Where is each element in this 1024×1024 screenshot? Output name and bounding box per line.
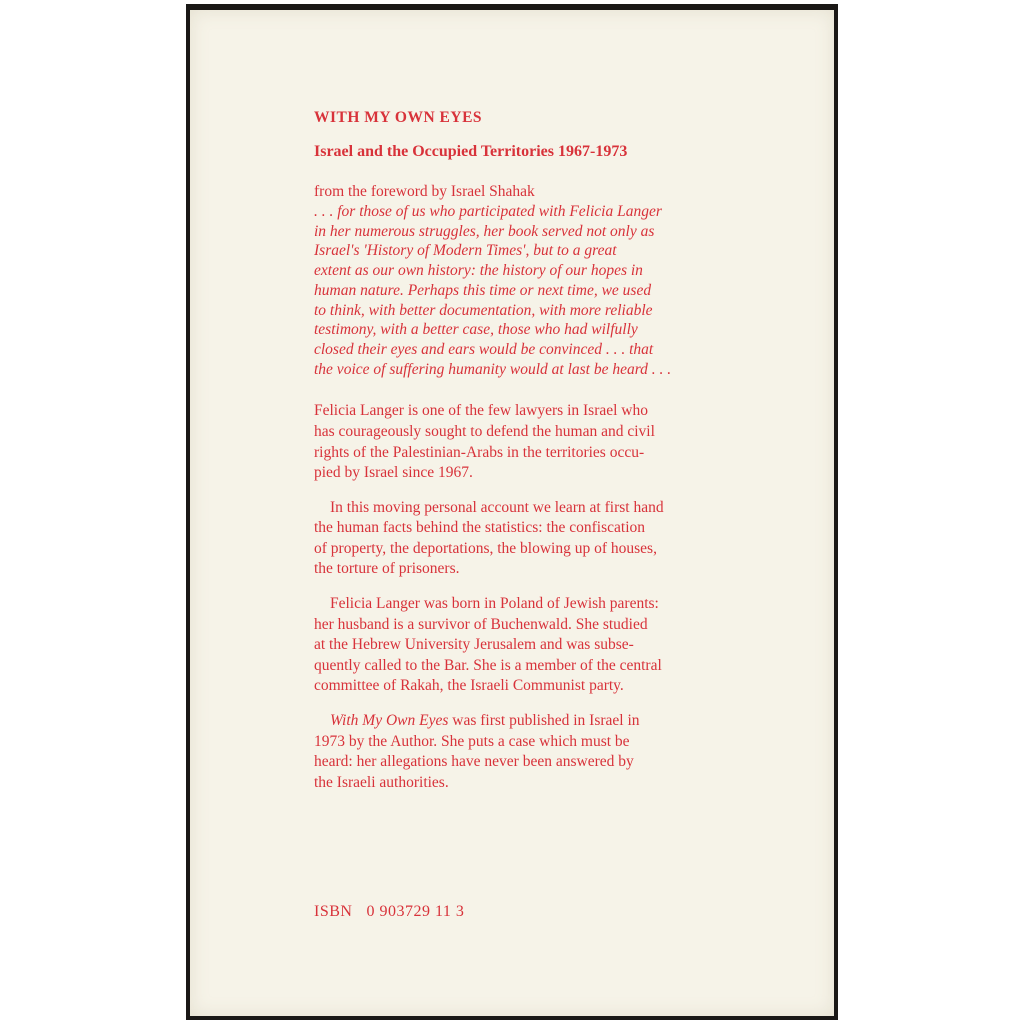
foreword-quote: . . . for those of us who participated with Felicia Langer in her numerous struggles, her book served not only as Israel's 'History of Modern Times', but to a great extent as our own history: the history of our hopes in human nature. Perhaps this time or next time, we used to think, with better documentation, with more reliable testimony, with a better case, those who had wilfully closed their eyes and ears would be convinced . . . that the voice of suffering humanity would at last be heard . . .: [314, 203, 672, 378]
publication-text: was first published in Israel in 1973 by the Author. She puts a case which must be heard: her allegations have never been answered by the Israeli authorities.: [314, 712, 640, 791]
isbn-number: 0 903729 11 3: [366, 903, 465, 920]
blurb-paragraph-author: Felicia Langer is one of the few lawyers in Israel who has courageously sought to defend the human and civil rights of the Palestinian-Arabs in the territories occu- pied by Israel since 1967.: [314, 402, 655, 482]
book-title: WITH MY OWN EYES: [314, 109, 483, 126]
isbn-label: ISBN: [314, 903, 353, 920]
blurb-paragraph-publication: [314, 711, 714, 793]
blurb-paragraph-account: In this moving personal account we learn at first hand the human facts behind the statistics: the confiscation of property, the deportations, the blowing up of houses, the torture of prisoners.: [314, 498, 664, 578]
blurb-column: [314, 108, 714, 807]
isbn-line: [314, 903, 464, 921]
back-cover-page: [190, 10, 834, 1016]
blurb-paragraph-biography: Felicia Langer was born in Poland of Jewish parents: her husband is a survivor of Buchenwald. She studied at the Hebrew University Jerusalem and was subse- quently called to the Bar. She is a member of the central committee of Rakah, the Israeli Communist party.: [314, 595, 662, 695]
book-subtitle: Israel and the Occupied Territories 1967-1973: [314, 143, 628, 160]
book-title-italic: With My Own Eyes: [330, 712, 449, 730]
foreword-attribution: from the foreword by Israel Shahak: [314, 183, 535, 200]
